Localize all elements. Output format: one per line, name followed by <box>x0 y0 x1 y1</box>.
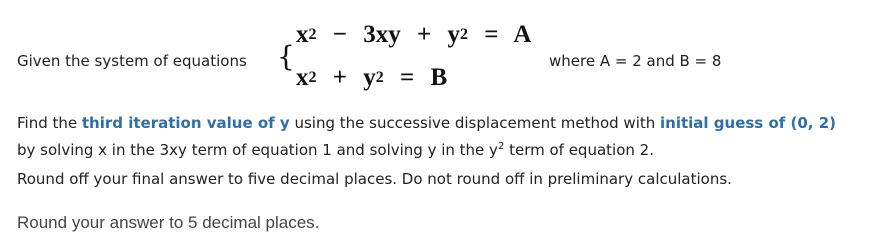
eq1-x: x <box>296 21 309 48</box>
equation-1 <box>296 21 531 49</box>
equation-2 <box>296 64 447 92</box>
instruction-line-1 <box>17 110 836 137</box>
eq2-equals: = <box>400 64 415 91</box>
where-values: where A = 2 and B = 8 <box>549 52 722 70</box>
highlight-initial-guess: initial guess of (0, 2) <box>660 114 837 132</box>
eq1-equals: = <box>484 21 499 48</box>
highlight-third-iteration: third iteration value of y <box>81 114 290 132</box>
eq1-x-exponent: 2 <box>308 26 317 43</box>
eq1-plus: + <box>417 21 432 48</box>
intro-text: Given the system of equations <box>17 52 247 70</box>
eq2-y-exponent: 2 <box>375 69 384 86</box>
instruction-line-2 <box>17 137 836 166</box>
eq1-y-exponent: 2 <box>460 26 468 43</box>
instr-text-1: Find the <box>17 114 82 132</box>
eq1-rhs: A <box>513 21 532 48</box>
instr-text-3: by solving x in the 3xy term of equation 1 and solving y in the y <box>17 141 498 159</box>
eq2-plus: + <box>332 64 347 91</box>
round-note: Round your answer to 5 decimal places. <box>17 213 320 232</box>
system-brace: { <box>277 40 295 73</box>
instructions <box>17 110 836 193</box>
eq2-x-exponent: 2 <box>308 69 317 86</box>
eq1-minus: − <box>332 21 347 48</box>
eq1-3xy: 3xy <box>363 21 401 48</box>
instr-y-exponent: 2 <box>497 141 505 152</box>
instr-text-2: using the successive displacement method with <box>289 114 661 132</box>
eq2-y: y <box>363 64 376 91</box>
eq2-rhs: B <box>430 64 448 91</box>
eq1-y: y <box>447 21 460 48</box>
instr-text-4: term of equation 2. <box>504 141 654 159</box>
eq2-x: x <box>296 64 309 91</box>
instruction-line-3: Round off your final answer to five decimal places. Do not round off in preliminary calculations. <box>17 170 732 188</box>
